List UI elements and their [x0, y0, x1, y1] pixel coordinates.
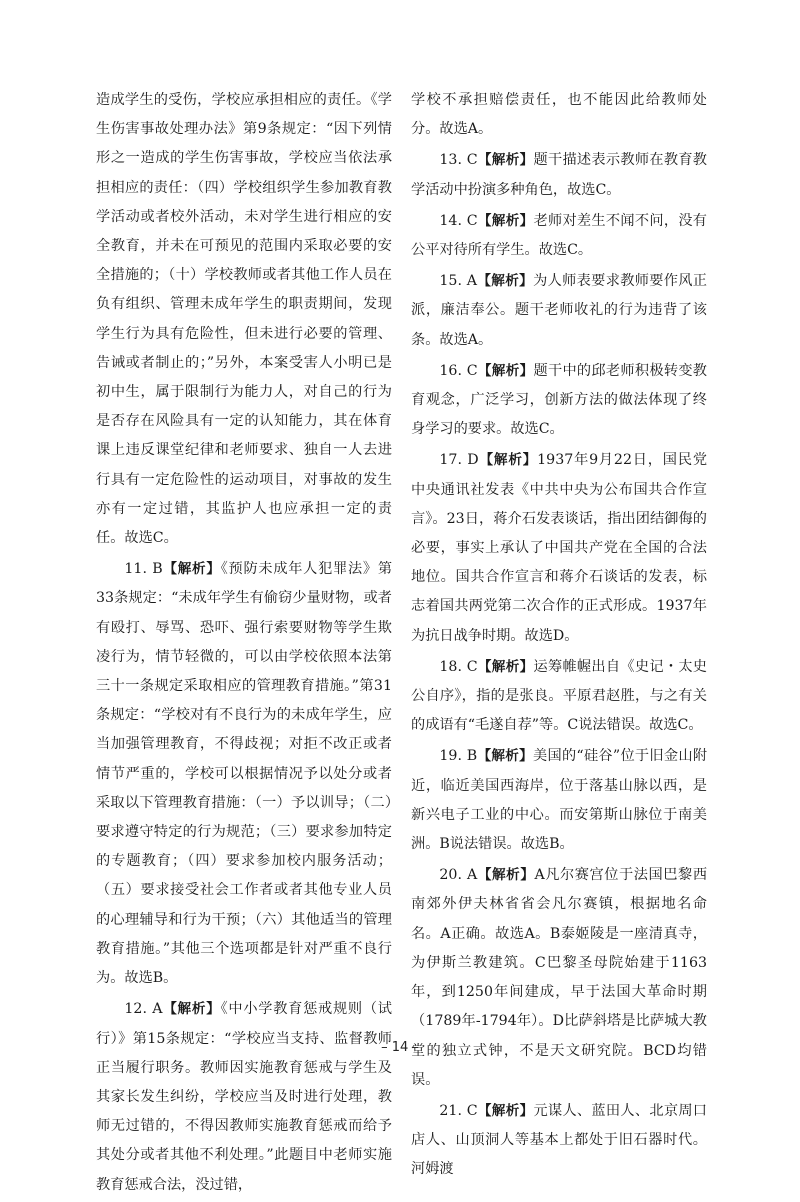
- answer-21: [411, 1097, 707, 1185]
- answer-text: A凡尔赛宫位于法国巴黎西南郊外伊夫林省省会凡尔赛镇，根据地名命名。A正确。故选A。B泰姬陵是一座清真寺，为伊斯兰教建筑。C巴黎圣母院始建于1163年，到1250年间建成，早于法国大革命时期（1789年-1794年）。D比萨斜塔是比萨城大教堂的独立式钟，不是天文研究院。BCD均错误。: [411, 867, 708, 1088]
- answer-number: 17. D: [439, 452, 479, 469]
- analysis-tag: 【解析】: [477, 748, 533, 765]
- analysis-tag: 【解析】: [477, 152, 534, 169]
- answer-text: 题干描述表示教师在教育教学活动中扮演多种角色，故选C。: [411, 152, 707, 198]
- answer-11: [96, 555, 392, 993]
- answer-text: 元谋人、蓝田人、北京周口店人、山顶洞人等基本上都处于旧石器时代。河姆渡: [411, 1102, 707, 1178]
- right-column: [411, 86, 707, 1187]
- answer-text: 《预防未成年人犯罪法》第33条规定：“未成年学生有偷窃少量财物，或者有殴打、辱骂、恐吓、强行索要财物等学生欺凌行为，情节轻微的，可以由学校依照本法第三十一条规定采取相应的管理教育措施。”第31条规定：“学校对有不良行为的未成年学生，应当加强管理教育，不得歧视；对拒不改正或者情节严重的，学校可以根据情况予以处分或者采取以下管理教育措施：（一）予以训导；（二）要求遵守特定的行为规范；（三）要求参加特定的专题教育；（四）要求参加校内服务活动；（五）要求接受社会工作者或者其他专业人员的心理辅导和行为干预；（六）其他适当的管理教育措施。”其他三个选项都是针对严重不良行为。故选B。: [96, 561, 393, 987]
- answer-number: 20. A: [439, 867, 478, 884]
- answer-text: 为人师表要求教师要作风正派，廉洁奉公。题干老师收礼的行为违背了该条。故选A。: [411, 273, 707, 348]
- analysis-tag: 【解析】: [477, 658, 534, 675]
- analysis-tag: 【解析】: [162, 1001, 221, 1018]
- analysis-tag: 【解析】: [477, 273, 534, 290]
- answer-text: 美国的“硅谷”位于旧金山附近，临近美国西海岸，位于落基山脉以西，是新兴电子工业的中心。而安第斯山脉位于南美洲。B说法错误。故选B。: [411, 748, 708, 853]
- answer-20: [411, 861, 707, 1095]
- answer-15: [411, 267, 707, 355]
- answer-14: [411, 207, 707, 265]
- analysis-tag: 【解析】: [477, 212, 534, 229]
- answer-number: 12. A: [124, 1001, 163, 1018]
- answer-text: 题干中的邱老师积极转变教育观念，广泛学习，创新方法的做法体现了终身学习的要求。故选C。: [411, 362, 707, 438]
- page-number: – 14 –: [381, 1040, 419, 1055]
- analysis-tag: 【解析】: [162, 561, 221, 578]
- answer-number: 18. C: [439, 658, 478, 675]
- answer-13: [411, 146, 707, 204]
- answer-17: [411, 446, 707, 650]
- answer-text: 老师对差生不闻不问，没有公平对待所有学生。故选C。: [411, 212, 707, 259]
- paragraph-continuation: 造成学生的受伤，学校应承担相应的责任。《学生伤害事故处理办法》第9条规定：“因下列情形之一造成的学生伤害事故，学校应当依法承担相应的责任：（四）学校组织学生参加教育教学活动或者校外活动，未对学生进行相应的安全教育，并未在可预见的范围内采取必要的安全措施的；（十）学校教师或者其他工作人员在负有组织、管理未成年学生的职责期间，发现学生行为具有危险性，但未进行必要的管理、告诫或者制止的；”另外，本案受害人小明已是初中生，属于限制行为能力人，对自己的行为是否存在风险具有一定的认知能力，其在体育课上违反课堂纪律和老师要求、独自一人去进行具有一定危险性的运动项目，对事故的发生亦有一定过错，其监护人也应承担一定的责任。故选C。: [96, 92, 392, 547]
- analysis-tag: 【解析】: [477, 362, 534, 379]
- analysis-tag: 【解析】: [477, 867, 535, 884]
- analysis-tag: 【解析】: [477, 1102, 534, 1119]
- answer-number: 21. C: [439, 1102, 478, 1119]
- answer-number: 16. C: [439, 362, 478, 379]
- answer-number: 13. C: [439, 152, 478, 169]
- answer-number: 14. C: [439, 212, 478, 229]
- paragraph-continuation: 学校不承担赔偿责任，也不能因此给教师处分。故选A。: [411, 92, 707, 138]
- answer-number: 15. A: [439, 273, 478, 290]
- left-column: [96, 86, 392, 1202]
- answer-12: [96, 995, 392, 1199]
- answer-18: [411, 653, 707, 741]
- analysis-tag: 【解析】: [478, 452, 538, 469]
- answer-text: 《中小学教育惩戒规则（试行）》第15条规定：“学校应当支持、监督教师正当履行职务。教师因实施教育惩戒与学生及其家长发生纠纷，学校应当及时进行处理，教师无过错的，不得因教师实施教育惩戒而给予其处分或者其他不利处理。”此题目中老师实施教育惩戒合法，没过错，: [96, 1001, 392, 1193]
- answer-text: 1937年9月22日，国民党中央通讯社发表《中共中央为公布国共合作宣言》。23日，蒋介石发表谈话，指出团结御侮的必要，事实上承认了中国共产党在全国的合法地位。国共合作宣言和蒋介石谈话的发表，标志着国共两党第二次合作的正式形成。1937年为抗日战争时期。故选D。: [411, 452, 708, 644]
- answer-16: [411, 357, 707, 445]
- answer-text: 运筹帷幄出自《史记・太史公自序》，指的是张良。平原君赵胜，与之有关的成语有“毛遂自荐”等。C说法错误。故选C。: [411, 658, 707, 734]
- answer-number: 19. B: [439, 748, 478, 765]
- answer-19: [411, 742, 707, 859]
- answer-number: 11. B: [124, 561, 163, 578]
